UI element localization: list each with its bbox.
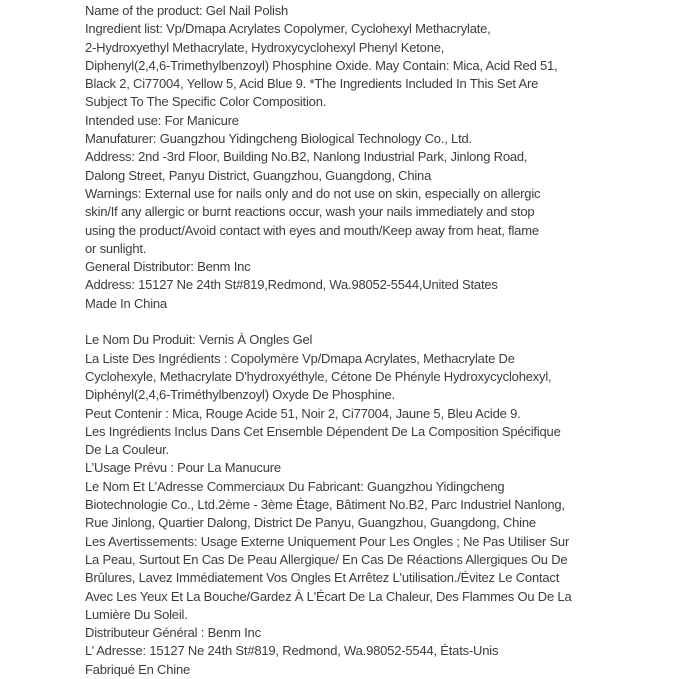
text-line: Warnings: External use for nails only and do not use on skin, especially on allergic [85,185,541,201]
text-line: Rue Jinlong, Quartier Dalong, District De Panyu, Guangzhou, Guangdong, Chine [85,515,536,531]
text-line: Black 2, Ci77004, Yellow 5, Acid Blue 9. *The Ingredients Included In This Set Are [85,76,539,92]
label-section-english [85,2,605,313]
label-section-french [85,331,605,679]
text-line: L’ Adresse: 15127 Ne 24th St#819, Redmond, Wa.98052-5544, États-Unis [85,643,499,659]
text-line: Manufaturer: Guangzhou Yidingcheng Biological Technology Co., Ltd. [85,131,472,147]
section-gap [85,313,605,331]
text-line: L’Usage Prévu : Pour La Manucure [85,460,281,476]
text-line: Avec Les Yeux Et La Bouche/Gardez À L'Écart De La Chaleur, Des Flammes Ou De La [85,588,572,604]
text-line: skin/If any allergic or burnt reactions occur, wash your nails immediately and stop [85,204,535,220]
text-line: Les Ingrédients Inclus Dans Cet Ensemble Dépendent De La Composition Spécifique [85,423,561,439]
text-line: Dalong Street, Panyu District, Guangzhou, Guangdong, China [85,167,432,183]
text-line: Diphenyl(2,4,6-Trimethylbenzoyl) Phosphine Oxide. May Contain: Mica, Acid Red 51, [85,57,558,73]
text-line: Lumière Du Soleil. [85,606,188,622]
text-line: or sunlight. [85,240,147,256]
text-line: 2-Hydroxyethyl Methacrylate, Hydroxycyclohexyl Phenyl Ketone, [85,39,445,55]
text-line: Address: 2nd -3rd Floor, Building No.B2, Nanlong Industrial Park, Jinlong Road, [85,149,528,165]
text-line: Biotechnologie Co., Ltd.2ème - 3ème Étage, Bâtiment No.B2, Parc Industriel Nanlong, [85,497,565,513]
text-line: Ingredient list: Vp/Dmapa Acrylates Copolymer, Cyclohexyl Methacrylate, [85,21,491,37]
text-line: Le Nom Du Produit: Vernis À Ongles Gel [85,332,313,348]
text-line: Le Nom Et L’Adresse Commerciaux Du Fabricant: Guangzhou Yidingcheng [85,478,505,494]
text-line: General Distributor: Benm Inc [85,259,251,275]
text-line: Fabriqué En Chine [85,661,190,677]
text-line: Diphényl(2,4,6-Triméthylbenzoyl) Oxyde De Phosphine. [85,387,395,403]
text-line: Cyclohexyle, Methacrylate D'hydroxyéthyle, Cétone De Phényle Hydroxycyclohexyl, [85,368,552,384]
text-line: Peut Contenir : Mica, Rouge Acide 51, Noir 2, Ci77004, Jaune 5, Bleu Acide 9. [85,405,521,421]
text-line: Distributeur Général : Benm Inc [85,625,261,641]
text-line: La Liste Des Ingrédients : Copolymère Vp/Dmapa Acrylates, Methacrylate De [85,350,515,366]
text-line: Made In China [85,295,167,311]
text-line: Brûlures, Lavez Immédiatement Vos Ongles Et Arrêtez L'utilisation./Évitez Le Contact [85,570,560,586]
text-line: using the product/Avoid contact with eyes and mouth/Keep away from heat, flame [85,222,539,238]
text-line: Les Avertissements: Usage Externe Uniquement Pour Les Ongles ; Ne Pas Utiliser Sur [85,533,570,549]
text-line: Subject To The Specific Color Composition. [85,94,327,110]
text-line: Name of the product: Gel Nail Polish [85,3,289,18]
text-line: Intended use: For Manicure [85,112,239,128]
product-label-document [85,2,605,679]
text-line: Address: 15127 Ne 24th St#819,Redmond, Wa.98052-5544,United States [85,277,498,293]
text-line: La Peau, Surtout En Cas De Peau Allergique/ En Cas De Réactions Allergiques Ou De [85,551,568,567]
text-line: De La Couleur. [85,442,169,458]
